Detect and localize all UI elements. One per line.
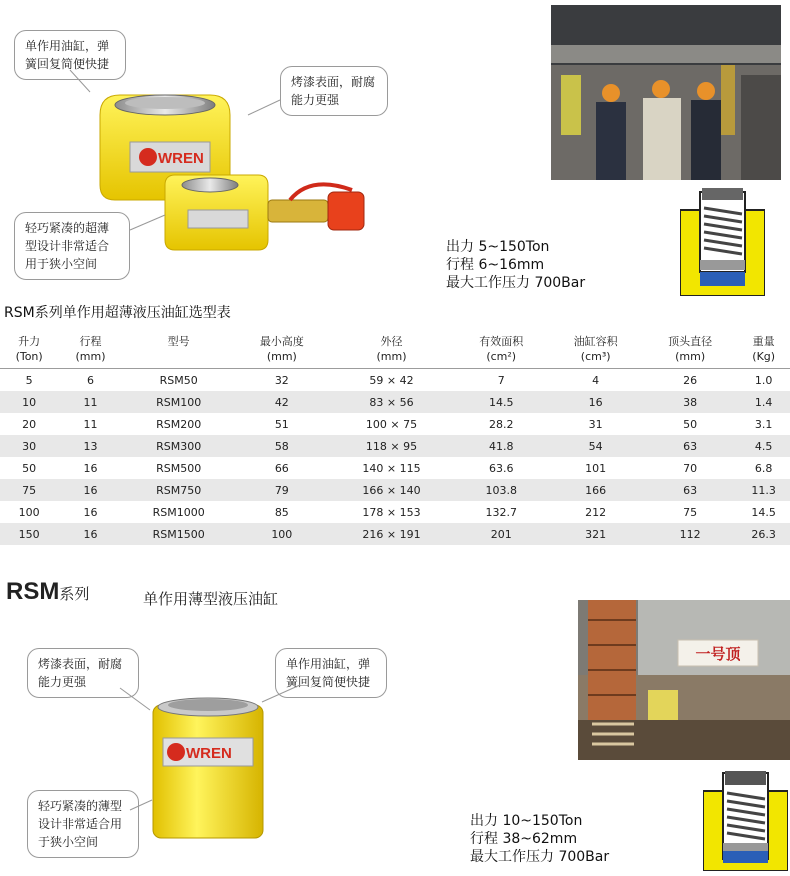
table-cell: 178 × 153 [362,505,421,519]
callout2-painted-surface: 烤漆表面，耐腐能力更强 [27,648,139,698]
table-header-cell [329,328,454,369]
table-row [0,457,790,479]
table-cell: RSM500 [156,461,202,475]
table-cell: 11 [58,391,122,413]
table-cell: 16 [83,505,98,519]
table-cell: 4.5 [737,435,790,457]
table-cell: 1.0 [754,373,773,387]
table-cell: 79 [235,479,329,501]
table-cell: 32 [274,373,289,387]
table-cell: 150 [0,523,58,545]
table-row [0,523,790,545]
table-cell: 54 [548,435,642,457]
photo-cylinder-site [578,600,790,760]
table-header-cell [123,328,235,369]
header-label: 型号 [167,335,190,348]
table-cell: 100 × 75 [365,417,418,431]
table-cell: 41.8 [454,435,548,457]
selection-table [0,328,790,545]
header-label: 有效面积 [479,335,524,348]
series-subtitle: 单作用薄型液压油缸 [143,590,279,608]
table-cell: 31 [588,417,603,431]
table-cell: 212 [585,505,607,519]
table-cell: 103.8 [454,479,548,501]
table-cell: 6.8 [754,461,773,475]
table-cell: 6 [86,373,94,387]
photo-sign-text: 一号顶 [695,645,741,663]
table-cell: 100 [18,505,40,519]
table-header-cell [643,328,737,369]
spec-max-pressure: 最大工作压力 700Bar [446,275,586,291]
table-cell: RSM1500 [123,523,235,545]
cylinder-section-diagram-2 [703,771,788,871]
header-unit [123,349,235,364]
table-cell: 50 [683,417,698,431]
table-cell: 5 [25,373,33,387]
table-cell: 58 [235,435,329,457]
specs-section1 [446,238,585,292]
header-unit: (cm³) [580,350,611,363]
series-main: RSM [6,578,60,605]
callout2-single-acting: 单作用油缸，弹簧回复简便快捷 [275,648,387,698]
table-cell: 13 [58,435,122,457]
callout-compact-design: 轻巧紧凑的超薄型设计非常适合用于狭小空间 [14,212,130,280]
callout2-compact-design: 轻巧紧凑的薄型设计非常适合用于狭小空间 [27,790,139,858]
table-cell: 216 × 191 [329,523,454,545]
table-cell: 14.5 [751,505,776,519]
table-header-cell [548,328,642,369]
table-cell: 14.5 [454,391,548,413]
table-cell: 166 × 140 [329,479,454,501]
table-cell: 75 [683,505,698,519]
table-cell: 28.2 [488,417,514,431]
table-cell: 26 [683,373,698,387]
table-cell: 16 [83,461,98,475]
photo-workers-site [551,5,781,180]
table-cell: 66 [274,461,289,475]
table-cell: 20 [22,417,37,431]
table-cell: 26.3 [737,523,790,545]
table-cell: 75 [0,479,58,501]
table-cell: 16 [58,523,122,545]
table-cell: 140 × 115 [362,461,421,475]
header-unit: (mm) [675,350,706,363]
table-header-cell [454,328,548,369]
table-cell: 38 [643,391,737,413]
header-label: 顶头直径 [668,335,713,348]
table-cell: 10 [0,391,58,413]
table-row [0,479,790,501]
table-cell: 100 [235,523,329,545]
table-cell: 59 × 42 [369,373,414,387]
table-cell: 166 [548,479,642,501]
table-cell: 50 [22,461,37,475]
header-label: 最小高度 [259,335,304,348]
spec2-max-pressure: 最大工作压力 700Bar [470,849,610,865]
table-cell: 30 [0,435,58,457]
spec2-output: 出力 10~150Ton [470,813,583,829]
table-cell: 85 [274,505,289,519]
series-heading [6,578,89,606]
spec-output: 出力 5~150Ton [446,239,550,255]
table-cell: 16 [58,479,122,501]
table-row [0,369,790,392]
table-cell: 7 [497,373,505,387]
series-suffix: 系列 [59,585,90,603]
table-cell: RSM100 [123,391,235,413]
table-cell: 4 [592,373,600,387]
table-row [0,391,790,413]
table-cell: RSM200 [156,417,202,431]
table-row [0,435,790,457]
header-unit: (mm) [266,350,297,363]
table-cell: 83 × 56 [329,391,454,413]
table-cell: 51 [274,417,289,431]
table-header-row [0,328,790,369]
table-cell: 1.4 [737,391,790,413]
table-header-cell [235,328,329,369]
table-title: RSM系列单作用超薄液压油缸选型表 [4,305,231,321]
table-cell: RSM300 [123,435,235,457]
callout-single-acting: 单作用油缸，弹簧回复简便快捷 [14,30,126,80]
table-cell: 118 × 95 [329,435,454,457]
table-cell: 3.1 [754,417,773,431]
table-cell: RSM1000 [152,505,205,519]
table-cell: 16 [548,391,642,413]
table-cell: 132.7 [485,505,517,519]
table-cell: 70 [683,461,698,475]
specs-section2 [470,812,609,866]
wren-logo-small: WREN [186,745,232,762]
table-cell: 201 [454,523,548,545]
header-unit: (mm) [376,350,407,363]
header-label: 重量 [752,335,775,348]
header-unit: (mm) [75,350,106,363]
table-cell: 63.6 [488,461,514,475]
header-label: 外径 [380,335,403,348]
table-header-cell [58,328,122,369]
table-header-cell [0,328,58,369]
table-row [0,501,790,523]
table-cell: 42 [235,391,329,413]
table-cell: 63 [643,435,737,457]
spec-stroke: 行程 6~16mm [446,257,545,273]
table-cell: 11 [83,417,98,431]
header-unit: (Kg) [752,350,776,363]
cylinder-section-diagram-1 [680,188,765,296]
table-cell: 63 [643,479,737,501]
table-cell: 112 [643,523,737,545]
table-cell: RSM50 [159,373,198,387]
spec2-stroke: 行程 38~62mm [470,831,578,847]
callout2-connectors [0,640,400,870]
header-label: 升力 [18,335,41,348]
header-unit: (cm²) [486,350,517,363]
table-cell: 11.3 [737,479,790,501]
table-header-cell [737,328,790,369]
table-cell: RSM750 [123,479,235,501]
callout-painted-surface: 烤漆表面，耐腐能力更强 [280,66,388,116]
table-row [0,413,790,435]
header-unit: (Ton) [15,350,43,363]
wren-logo-large: WREN [158,150,204,167]
table-cell: 101 [585,461,607,475]
header-label: 行程 [79,335,102,348]
header-label: 油缸容积 [573,335,618,348]
table-cell: 321 [548,523,642,545]
